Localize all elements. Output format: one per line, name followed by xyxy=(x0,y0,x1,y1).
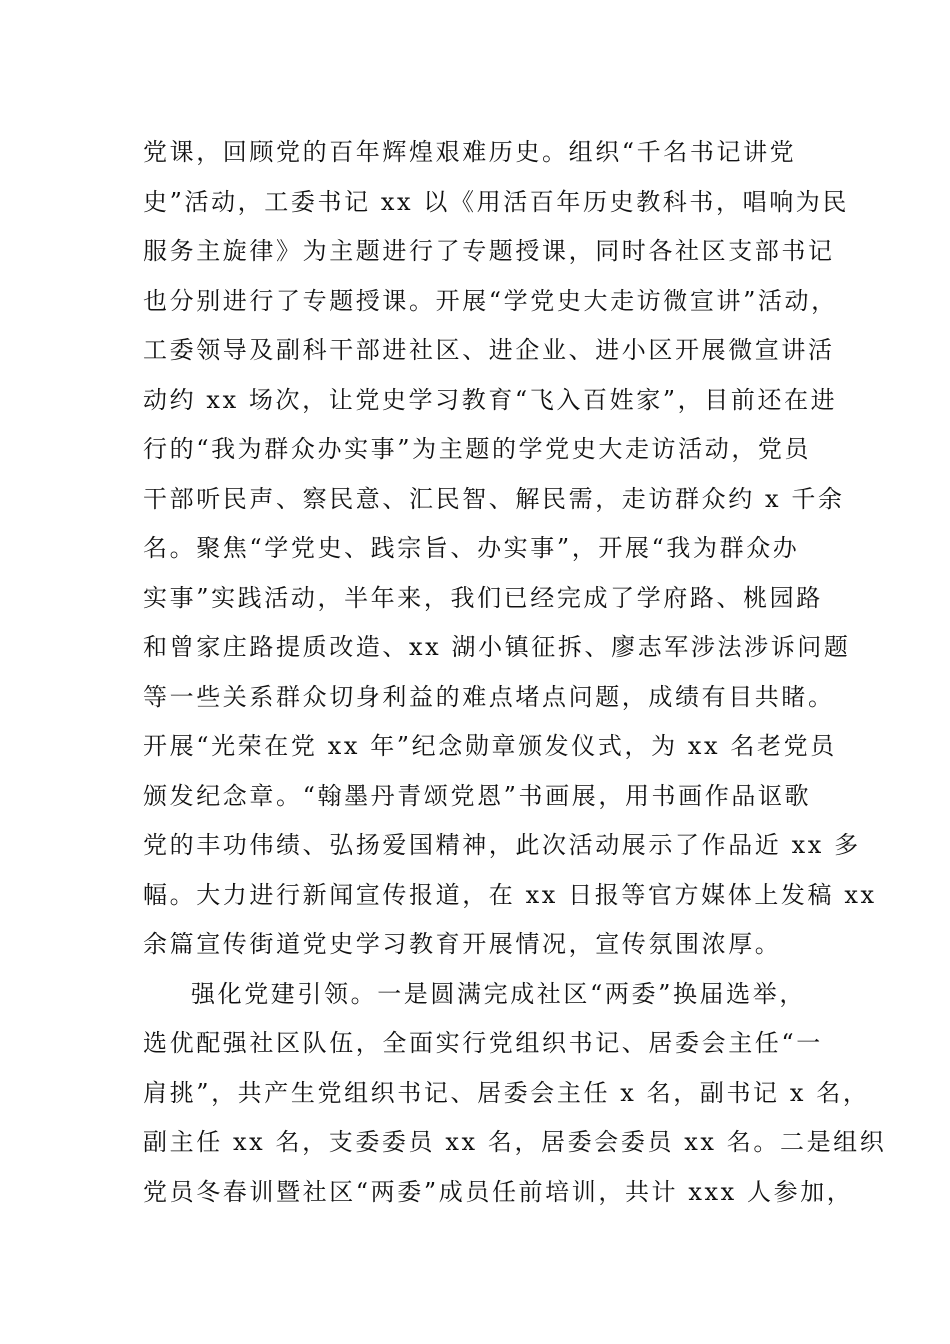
text-line: 开展“光荣在党 xx 年”纪念勋章颁发仪式，为 xx 名老党员 xyxy=(143,732,837,760)
text-line: 颁发纪念章。“翰墨丹青颂党恩”书画展，用书画作品讴歌 xyxy=(143,781,812,810)
text-line: 也分别进行了专题授课。开展“学党史大走访微宣讲”活动， xyxy=(143,286,838,315)
text-line: 名。聚焦“学党史、践宗旨、办实事”，开展“我为群众办 xyxy=(143,534,800,562)
text-line: 肩挑”，共产生党组织书记、居委会主任 x 名，副书记 x 名， xyxy=(143,1078,870,1107)
body-text xyxy=(143,128,887,1217)
text-line: 党的丰功伟绩、弘扬爱国精神，此次活动展示了作品近 xx 多 xyxy=(143,831,861,859)
text-line: 党员冬春训暨社区“两委”成员任前培训，共计 xxx 人参加， xyxy=(143,1177,854,1206)
text-line: 副主任 xx 名，支委委员 xx 名，居委会委员 xx 名。二是组织 xyxy=(143,1128,887,1156)
text-line: 行的“我为群众办实事”为主题的学党史大走访活动，党员 xyxy=(143,435,812,463)
text-line: 动约 xx 场次，让党史学习教育“飞入百姓家”，目前还在进 xyxy=(143,385,838,414)
text-line: 选优配强社区队伍，全面实行党组织书记、居委会主任“一 xyxy=(143,1029,823,1057)
text-line: 实事”实践活动，半年来，我们已经完成了学府路、桃园路 xyxy=(143,583,823,612)
text-line: 服务主旋律》为主题进行了专题授课，同时各社区支部书记 xyxy=(143,237,835,265)
text-line: 和曾家庄路提质改造、xx 湖小镇征拆、廖志军涉法涉诉问题 xyxy=(143,633,851,661)
text-line: 工委领导及副科干部进社区、进企业、进小区开展微宣讲活 xyxy=(143,336,835,364)
paragraph-first-line: 强化党建引领。一是圆满完成社区“两委”换届选举， xyxy=(191,979,806,1008)
text-line: 余篇宣传街道党史学习教育开展情况，宣传氛围浓厚。 xyxy=(143,930,782,958)
text-line: 幅。大力进行新闻宣传报道，在 xx 日报等官方媒体上发稿 xx xyxy=(143,880,877,909)
text-line: 党课，回顾党的百年辉煌艰难历史。组织“千名书记讲党 xyxy=(143,138,797,166)
text-line: 干部听民声、察民意、汇民智、解民需，走访群众约 x 千余 xyxy=(143,484,845,513)
text-line: 史”活动，工委书记 xx 以《用活百年历史教科书，唱响为民 xyxy=(143,187,849,216)
text-line: 等一些关系群众切身利益的难点堵点问题，成绩有目共睹。 xyxy=(143,682,835,711)
